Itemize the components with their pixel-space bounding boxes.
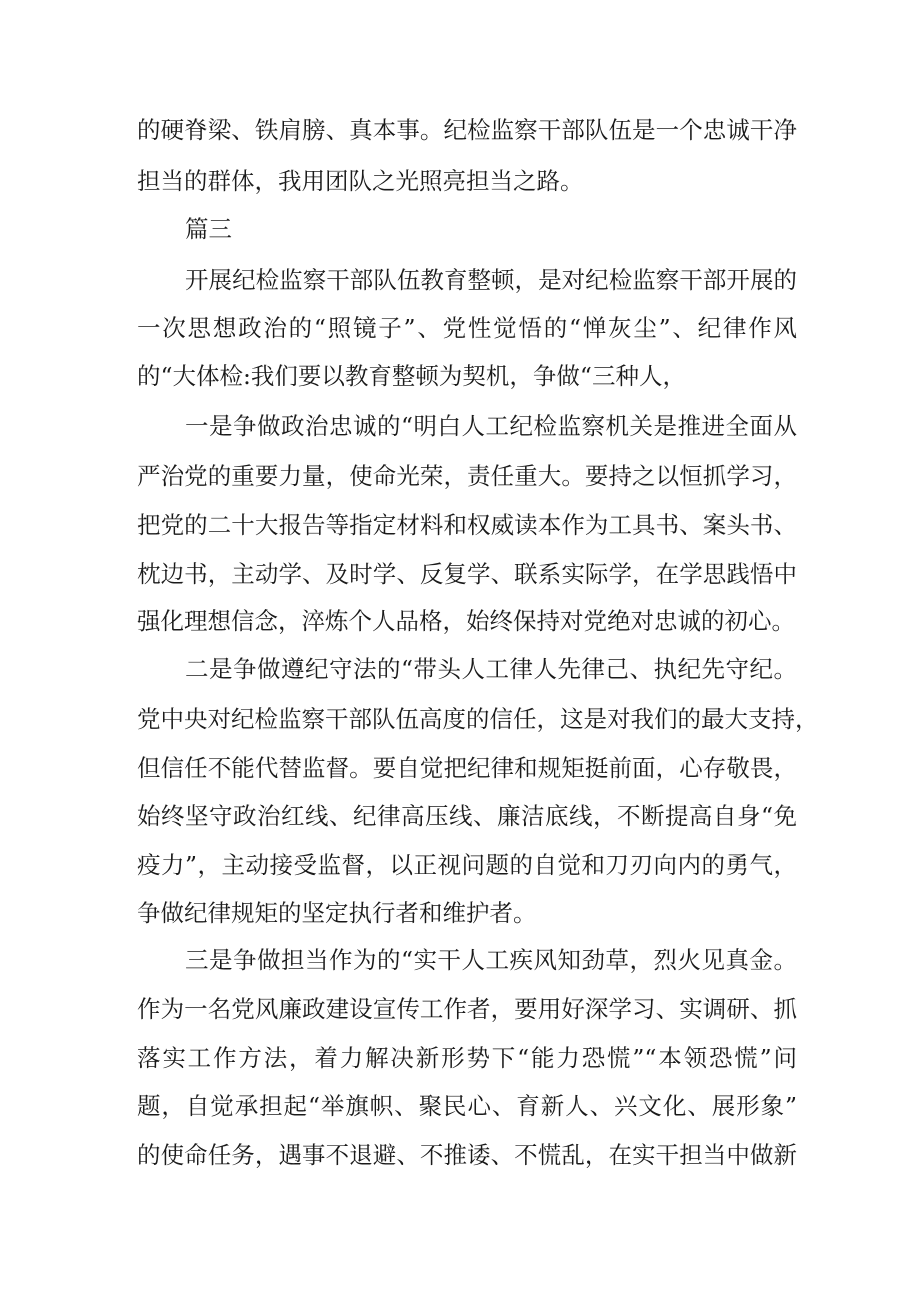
text-line: 但信任不能代替监督。要自觉把纪律和规矩挺前面，心存敬畏， [137,754,797,782]
text-line: 强化理想信念，淬炼个人品格，始终保持对党绝对忠诚的初心。 [137,607,795,635]
text-line: 落实工作方法，着力解决新形势下“能力恐慌”“本领恐慌”问 [137,1044,797,1072]
text-line: 题，自觉承担起“举旗帜、聚民心、育新人、兴文化、展形象” [137,1092,797,1120]
text-line: 把党的二十大报告等指定材料和权威读本作为工具书、案头书、 [137,511,797,539]
text-line: 争做纪律规矩的坚定执行者和维护者。 [137,899,537,927]
text-line: 党中央对纪检监察干部队伍高度的信任，这是对我们的最大支持， [137,705,819,733]
text-line: 严治党的重要力量，使命光荣，责任重大。要持之以恒抓学习， [137,462,797,490]
text-line: 二是争做遵纪守法的“带头人工律人先律己、执纪先守纪。 [185,655,797,683]
text-line: 的“大体检:我们要以教育整顿为契机，争做“三种人， [137,362,686,390]
text-line: 枕边书，主动学、及时学、反复学、联系实际学，在学思践悟中 [137,560,797,588]
section-heading: 篇三 [185,215,232,243]
text-line: 作为一名党风廉政建设宣传工作者，要用好深学习、实调研、抓 [137,995,797,1023]
text-line: 一次思想政治的“照镜子”、党性觉悟的“惮灰尘”、纪律作风 [137,314,797,342]
text-line: 疫力”，主动接受监督，以正视问题的自觉和刀刃向内的勇气， [137,851,797,879]
text-line: 担当的群体，我用团队之光照亮担当之路。 [137,167,584,195]
text-line: 始终坚守政治红线、纪律高压线、廉洁底线，不断提高自身“免 [137,802,797,830]
text-line: 一是争做政治忠诚的“明白人工纪检监察机关是推进全面从 [185,412,797,440]
text-line: 三是争做担当作为的“实干人工疾风知劲草，烈火见真金。 [185,946,797,974]
text-line: 开展纪检监察干部队伍教育整顿，是对纪检监察干部开展的 [185,266,797,294]
text-line: 的硬脊梁、铁肩膀、真本事。纪检监察干部队伍是一个忠诚干净 [137,116,797,144]
text-line: 的使命任务，遇事不退避、不推诿、不慌乱，在实干担当中做新 [137,1141,797,1169]
